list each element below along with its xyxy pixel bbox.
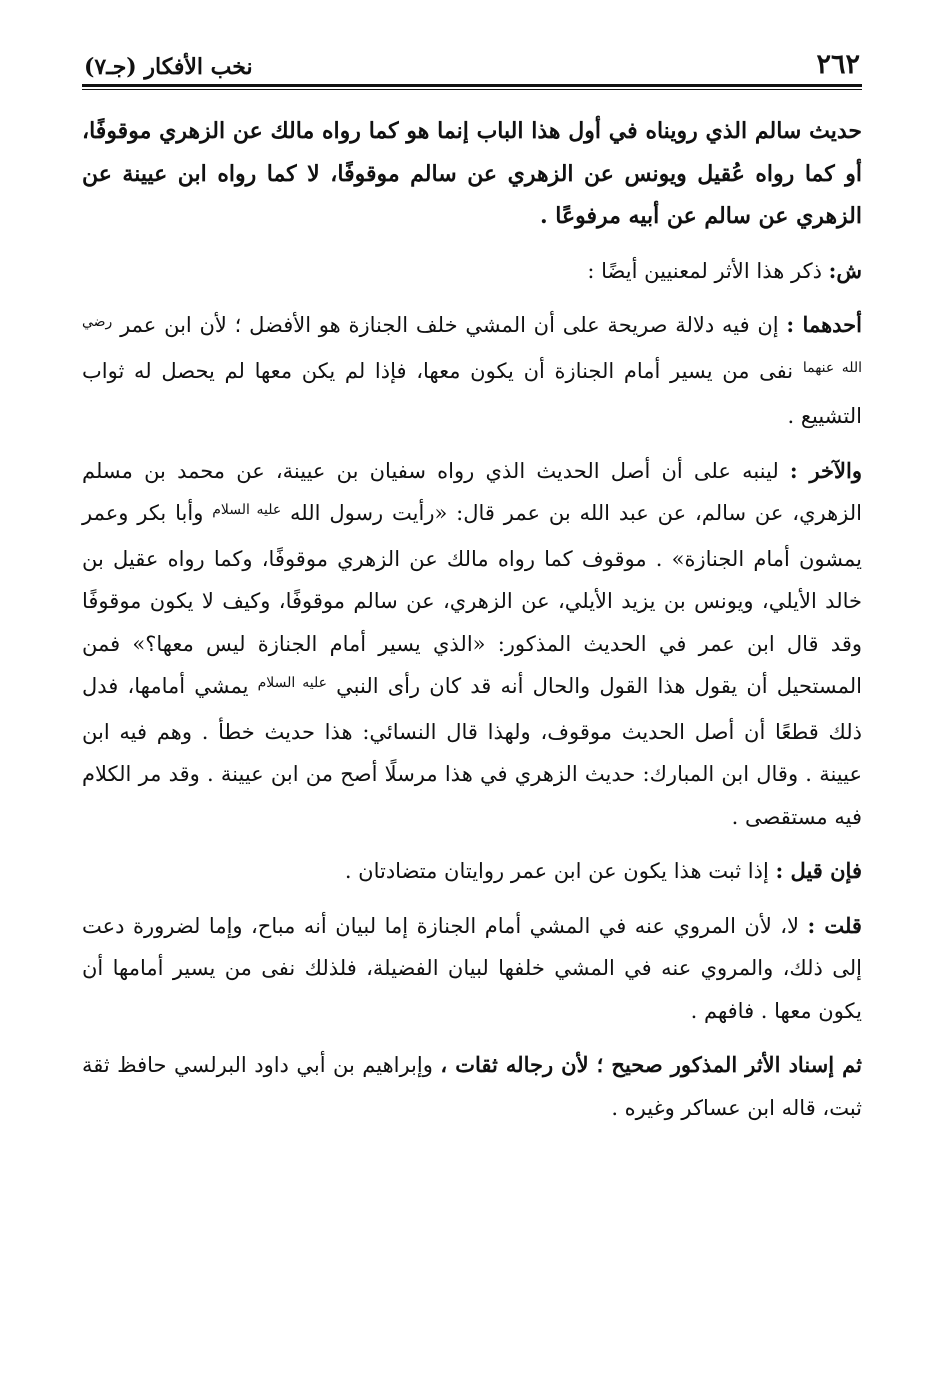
page-number: ٢٦٢ — [816, 49, 860, 80]
honorific-glyph: عليه السلام — [257, 675, 327, 691]
paragraph-lead: قلت : — [807, 912, 862, 938]
body-text — [82, 110, 862, 1129]
paragraph-text: إن فيه دلالة صريحة على أن المشي خلف الجنازة هو الأفضل ؛ لأن ابن عمر — [112, 313, 787, 337]
document-page — [82, 34, 862, 1129]
paragraph-isnad — [82, 1044, 862, 1129]
paragraph-lead: ش: — [828, 257, 862, 283]
paragraph-reply — [82, 905, 862, 1033]
paragraph-text: ذكر هذا الأثر لمعنيين أيضًا : — [587, 258, 829, 283]
running-title: نخب الأفكار (جـ٧) — [84, 54, 253, 80]
paragraph-text: وأبا بكر وعمر يمشون أمام الجنازة» . موقوف كما رواه مالك عن الزهري موقوفًا، وكما رواه عقيل بن خالد الأيلي، ويونس بن يزيد الأيلي، عن الزهري، عن سالم موقوفًا، وكيف لا يكون موقوفًا وقد قال ابن عمر في الحديث المذكور: «الذي يسير أمام الجنازة ليس معها؟» فمن المستحيل أن يقول هذا القول والحال أنه قد كان رأى النبي — [82, 501, 862, 698]
paragraph-second-meaning — [82, 450, 862, 839]
paragraph-objection — [82, 850, 862, 893]
paragraph-text: إذا ثبت هذا يكون عن ابن عمر روايتان متضادتان . — [344, 859, 776, 883]
honorific-glyph: رضي الله عنهما — [82, 314, 862, 376]
paragraph-lead: ثم إسناد الأثر المذكور صحيح ؛ لأن رجاله ثقات ، — [440, 1052, 862, 1077]
paragraph-sharh — [82, 250, 862, 293]
paragraph-text: نفى من يسير أمام الجنازة أن يكون معها، فإذا لم يكن معها لم يحصل له ثواب التشييع . — [82, 358, 862, 428]
paragraph-hadith — [82, 110, 862, 238]
paragraph-text: لا، لأن المروي عنه في المشي أمام الجنازة إما لبيان أنه مباح، وإما لضرورة دعت إلى ذلك، والمروي عنه في المشي خلفها لبيان الفضيلة، فلذلك نفى من يسير أمامها أن يكون معها . فافهم . — [82, 913, 862, 1023]
paragraph-lead: فإن قيل : — [775, 858, 862, 883]
paragraph-text: وإبراهيم بن أبي داود البرلسي حافظ ثقة ثبت، قاله ابن عساكر وغيره . — [82, 1053, 862, 1120]
honorific-glyph: عليه السلام — [212, 502, 282, 518]
paragraph-lead: والآخر : — [789, 457, 862, 483]
paragraph-first-meaning — [82, 304, 862, 438]
paragraph-text: لينبه على أن أصل الحديث الذي رواه سفيان بن عيينة، عن محمد بن مسلم الزهري، عن سالم، عن عبد الله بن عمر قال: «رأيت رسول الله — [82, 458, 862, 525]
paragraph-text: يمشي أمامها، فدل ذلك قطعًا أن أصل الحديث موقوف، ولهذا قال النسائي: هذا حديث خطأ . وهم فيه ابن عيينة . وقال ابن المبارك: حديث الزهري في هذا مرسلًا أصح من ابن عيينة . وقد مر الكلام فيه مستقصى . — [82, 674, 862, 829]
header-rule — [82, 84, 862, 90]
paragraph-lead: أحدهما : — [786, 312, 862, 337]
page-header — [82, 34, 862, 78]
paragraph-text: حديث سالم الذي رويناه في أول هذا الباب إنما هو كما رواه مالك عن الزهري موقوفًا، أو كما رواه عُقيل ويونس عن الزهري عن سالم موقوفًا، لا كما رواه ابن عيينة عن الزهري عن سالم عن أبيه مرفوعًا . — [82, 118, 862, 229]
